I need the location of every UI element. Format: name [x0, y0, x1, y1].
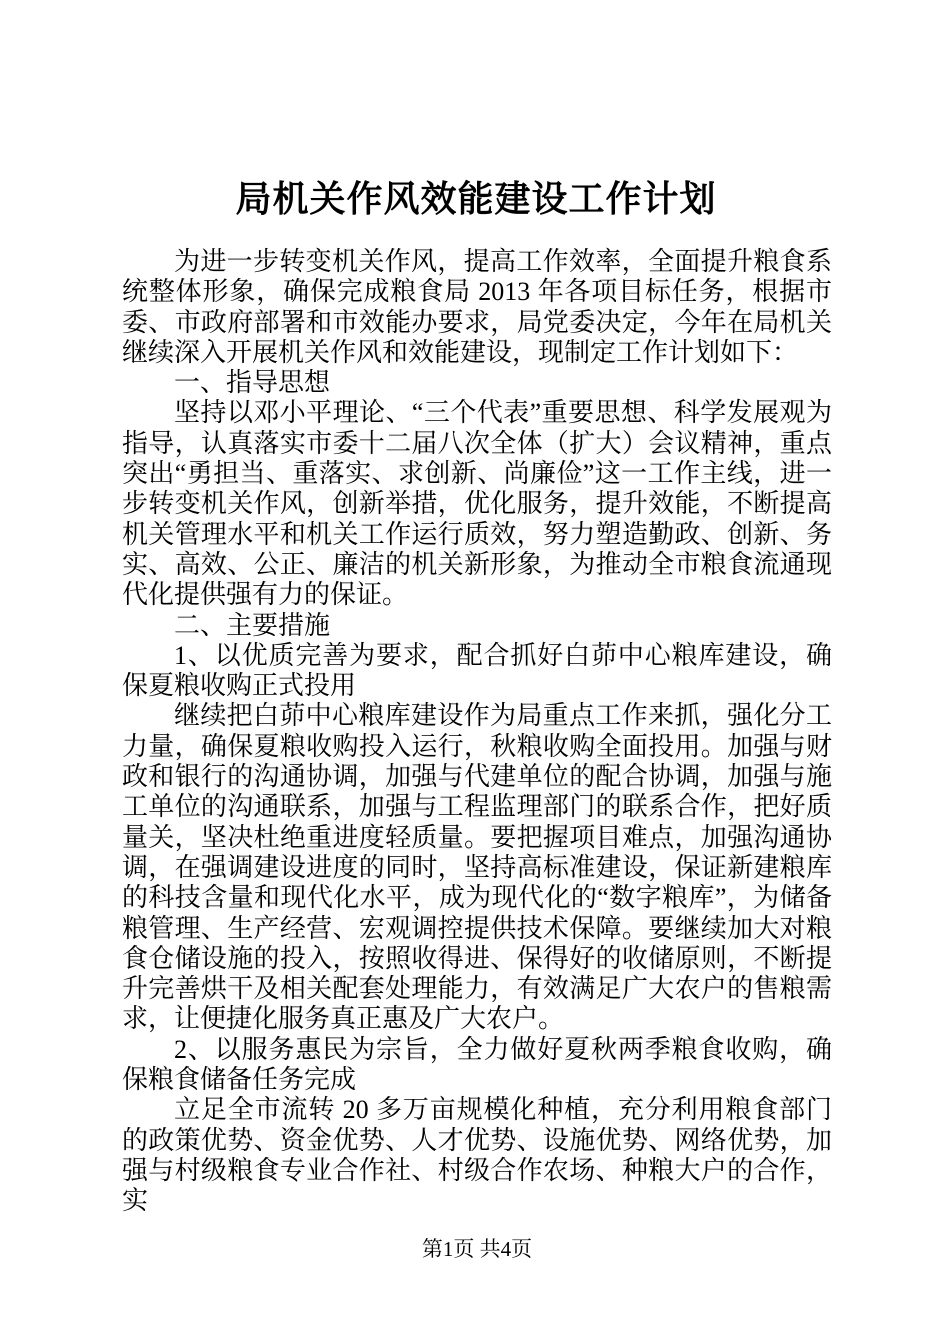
page-number: 第1页 共4页 — [421, 1237, 533, 1261]
section-heading: 一、指导思想 — [174, 368, 331, 398]
paragraph: 2、以服务惠民为宗旨，全力做好夏秋两季粮食收购，确保粮食储备任务完成 — [122, 1034, 832, 1095]
page-footer — [122, 1236, 832, 1262]
paragraph: 为进一步转变机关作风，提高工作效率，全面提升粮食系统整体形象，确保完成粮食局 2013 年各项目标任务，根据市委、市政府部署和市效能办要求，局党委决定，今年在局机关继续深入开展机关作风和效能建设，现制定工作计划如下： — [122, 247, 832, 367]
section-heading: 二、主要措施 — [174, 610, 331, 640]
paragraph: 坚持以邓小平理论、“三个代表”重要思想、科学发展观为指导，认真落实市委十二届八次全体（扩大）会议精神，重点突出“勇担当、重落实、求创新、尚廉俭”这一工作主线，进一步转变机关作风，创新举措，优化服务，提升效能，不断提高机关管理水平和机关工作运行质效，努力塑造勤政、创新、务实、高效、公正、廉洁的机关新形象，为推动全市粮食流通现代化提供强有力的保证。 — [122, 398, 832, 610]
document-title: 局机关作风效能建设工作计划 — [235, 179, 717, 219]
paragraph: 1、以优质完善为要求，配合抓好白茆中心粮库建设，确保夏粮收购正式投用 — [122, 640, 832, 701]
paragraph: 继续把白茆中心粮库建设作为局重点工作来抓，强化分工力量，确保夏粮收购投入运行，秋粮收购全面投用。加强与财政和银行的沟通协调，加强与代建单位的配合协调，加强与施工单位的沟通联系，加强与工程监理部门的联系合作，把好质量关，坚决杜绝重进度轻质量。要把握项目难点，加强沟通协调，在强调建设进度的同时，坚持高标准建设，保证新建粮库的科技含量和现代化水平，成为现代化的“数字粮库”，为储备粮管理、生产经营、宏观调控提供技术保障。要继续加大对粮食仓储设施的投入，按照收得进、保得好的收储原则，不断提升完善烘干及相关配套处理能力，有效满足广大农户的售粮需求，让便捷化服务真正惠及广大农户。 — [122, 701, 832, 1034]
paragraph: 立足全市流转 20 多万亩规模化种植，充分利用粮食部门的政策优势、资金优势、人才优势、设施优势、网络优势，加强与村级粮食专业合作社、村级合作农场、种粮大户的合作，实 — [122, 1095, 832, 1216]
document-body — [122, 247, 832, 1217]
